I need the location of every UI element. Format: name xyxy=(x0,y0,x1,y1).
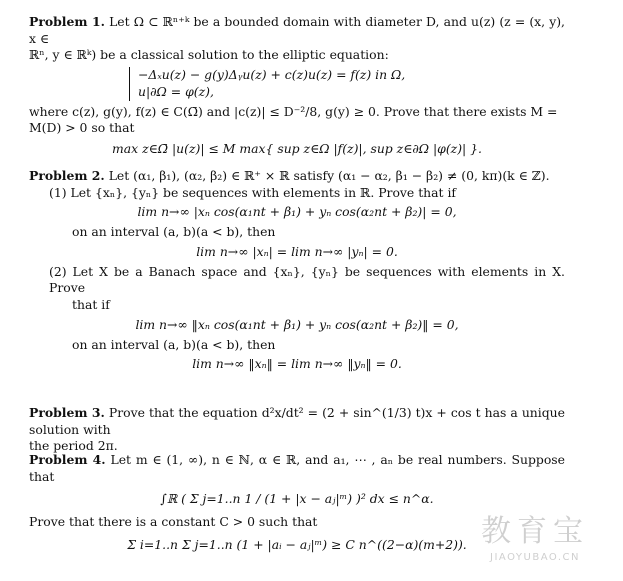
part-1-conclusion: lim n→∞ |xₙ| = lim n→∞ |yₙ| = 0. xyxy=(196,243,398,259)
elliptic-system xyxy=(29,67,565,100)
problem-4-inequality: Σ i=1..n Σ j=1..n (1 + |aᵢ − aⱼ|ᵐ) ≥ C n^((2−α)(m+2)). xyxy=(127,536,467,552)
part-1-interval: on an interval (a, b)(a < b), then xyxy=(72,224,276,240)
problem-1-line-4: M(D) > 0 so that xyxy=(29,120,135,136)
part-2-hypothesis: lim n→∞ ‖xₙ cos(α₁nt + β₁) + yₙ cos(α₂nt + β₂)‖ = 0, xyxy=(135,316,459,332)
problem-1-estimate: max z∈Ω̄ |u(z)| ≤ M max{ sup z∈Ω |f(z)|, sup z∈∂Ω |φ(z)| }. xyxy=(112,141,482,157)
watermark-logo xyxy=(465,513,605,573)
problem-2 xyxy=(29,168,565,376)
problem-3 xyxy=(29,405,565,455)
part-2-statement: (2) Let X be a Banach space and {xₙ}, {yₙ} be sequences with elements in X. Prove xyxy=(49,263,565,296)
problem-1-label: Problem 1. xyxy=(29,14,105,29)
part-2-continuation: that if xyxy=(72,297,110,313)
watermark-text: 教育宝 xyxy=(481,514,589,549)
problem-4-label: Problem 4. xyxy=(29,452,106,467)
problem-2-label: Problem 2. xyxy=(29,168,105,183)
problem-2-line-1: Problem 2. Let (α₁, β₁), (α₂, β₂) ∈ ℝ⁺ × ℝ satisfy (α₁ − α₂, β₁ − β₂) ≠ (0, kπ)(k ∈ ℤ). xyxy=(29,168,550,183)
problem-1-line-1: Problem 1. Let Ω ⊂ ℝⁿ⁺ᵏ be a bounded domain with diameter D, and u(z) (z = (x, y), x ∈ xyxy=(29,14,565,46)
problem-4-line-1: Problem 4. Let m ∈ (1, ∞), n ∈ ℕ, α ∈ ℝ, and a₁, ⋯ , aₙ be real numbers. Suppose that xyxy=(29,452,565,484)
problem-3-line-2: the period 2π. xyxy=(29,438,118,454)
watermark-url: JIAOYUBAO.CN xyxy=(490,552,580,563)
part-2-interval: on an interval (a, b)(a < b), then xyxy=(72,336,276,352)
boundary-condition: u|∂Ω = φ(z), xyxy=(138,83,214,99)
problem-3-line-1: Problem 3. Prove that the equation d²x/dt² = (2 + sin^(1/3) t)x + cos t has a unique solution with xyxy=(29,405,565,437)
equation-line: −Δₓu(z) − g(y)Δᵧu(z) + c(z)u(z) = f(z) in Ω, xyxy=(138,67,406,83)
problem-4-integral: ∫ℝ ( Σ j=1..n 1 / (1 + |x − aⱼ|ᵐ) )² dx ≤ n^α. xyxy=(160,491,434,507)
part-1-hypothesis: lim n→∞ |xₙ cos(α₁nt + β₁) + yₙ cos(α₂nt + β₂)| = 0, xyxy=(137,204,457,220)
problem-1-line-2: ℝⁿ, y ∈ ℝᵏ) be a classical solution to the elliptic equation: xyxy=(29,47,389,63)
problem-3-label: Problem 3. xyxy=(29,405,105,420)
problem-1 xyxy=(29,14,565,158)
part-1-statement: (1) Let {xₙ}, {yₙ} be sequences with elements in ℝ. Prove that if xyxy=(49,184,457,200)
problem-1-line-3: where c(z), g(y), f(z) ∈ C(Ω̄) and |c(z)| ≤ D⁻²/8, g(y) ≥ 0. Prove that there exists M = xyxy=(29,103,558,119)
problem-4-line-2: Prove that there is a constant C > 0 such that xyxy=(29,514,318,530)
part-2-conclusion: lim n→∞ ‖xₙ‖ = lim n→∞ ‖yₙ‖ = 0. xyxy=(192,356,402,372)
